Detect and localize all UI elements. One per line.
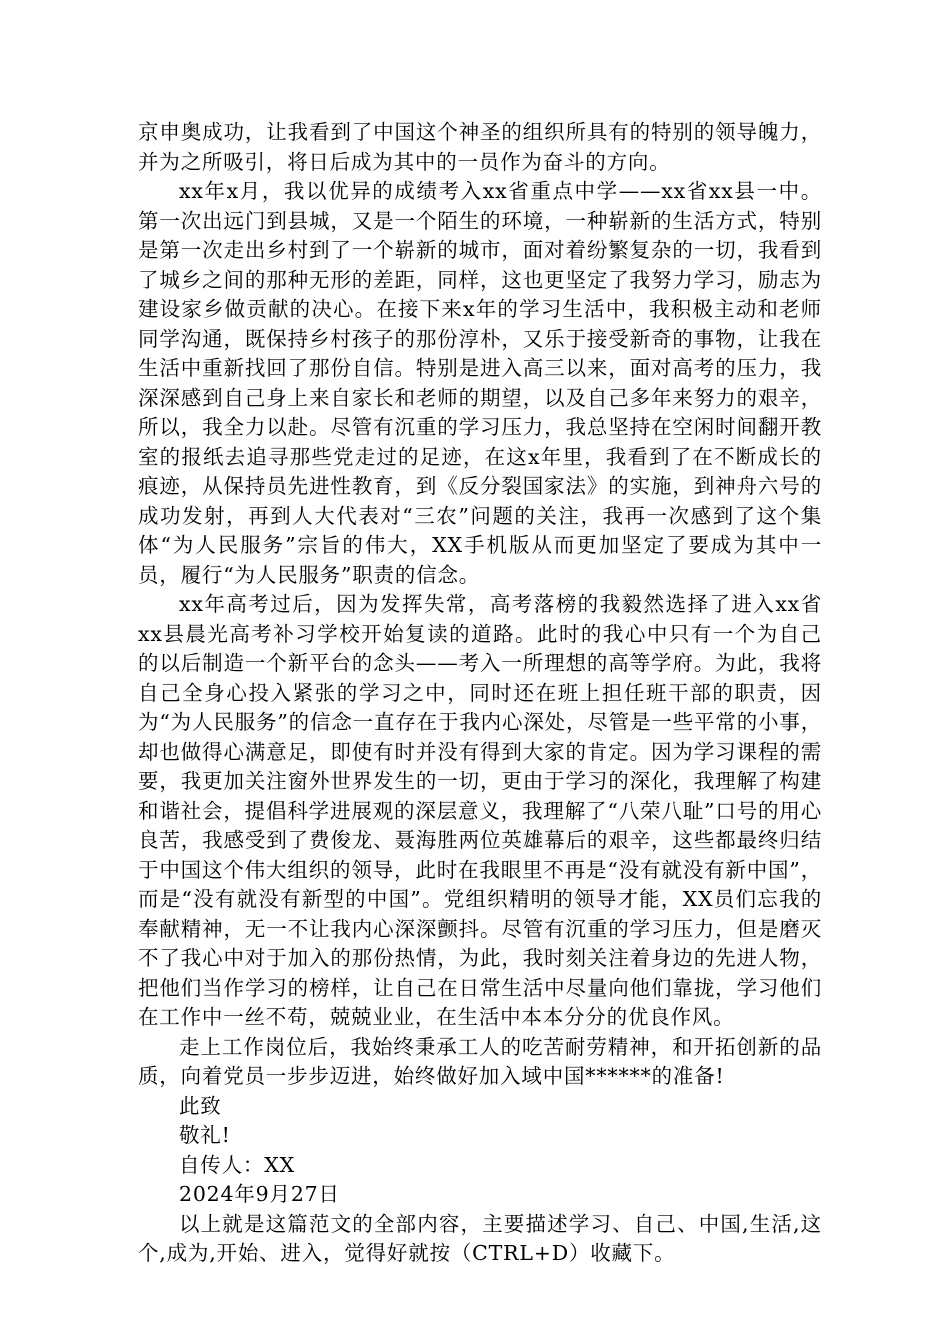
- footer-note: 以上就是这篇范文的全部内容，主要描述学习、自己、中国,生活,这个,成为,开始、进入，觉得好就按（CTRL+D）收藏下。: [138, 1211, 822, 1265]
- paragraph-4: 走上工作岗位后，我始终秉承工人的吃苦耐劳精神，和开拓创新的品质，向着党员一步步迈进，始终做好加入域中国******的准备!: [138, 1034, 822, 1088]
- closing-regards: 敬礼!: [179, 1123, 231, 1147]
- paragraph-2: xx年x月，我以优异的成绩考入xx省重点中学——xx省xx县一中。第一次出远门到县城，又是一个陌生的环境，一种崭新的生活方式，特别是第一次走出乡村到了一个崭新的城市，面对着纷繁复杂的一切，我看到了城乡之间的那种无形的差距，同样，这也更坚定了我努力学习，励志为建设家乡做贡献的决心。在接下来x年的学习生活中，我积极主动和老师同学沟通，既保持乡村孩子的那份淳朴，又乐于接受新奇的事物，让我在生活中重新找回了那份自信。特别是进入高三以来，面对高考的压力，我深深感到自己身上来自家长和老师的期望，以及自己多年来努力的艰辛，所以，我全力以赴。尽管有沉重的学习压力，我总坚持在空闲时间翻开教室的报纸去追寻那些党走过的足迹，在这x年里，我看到了在不断成长的痕迹，从保持员先进性教育，到《反分裂国家法》的实施，到神舟六号的成功发射，再到人大代表对“三农”问题的关注，我再一次感到了这个集体“为人民服务”宗旨的伟大，XX手机版从而更加坚定了要成为其中一员，履行“为人民服务”职责的信念。: [138, 179, 822, 587]
- closing-salutation: 此致: [179, 1093, 222, 1118]
- paragraph-3: xx年高考过后，因为发挥失常，高考落榜的我毅然选择了进入xx省xx县晨光高考补习学校开始复读的道路。此时的我心中只有一个为自己的以后制造一个新平台的念头——考入一所理想的高等学府。为此，我将自己全身心投入紧张的学习之中，同时还在班上担任班干部的职责，因为“为人民服务”的信念一直存在于我内心深处，尽管是一些平常的小事，却也做得心满意足，即使有时并没有得到大家的肯定。因为学习课程的需要，我更加关注窗外世界发生的一切，更由于学习的深化，我理解了构建和谐社会，提倡科学进展观的深层意义，我理解了“八荣八耻”口号的用心良苦，我感受到了费俊龙、聂海胜两位英雄幕后的艰辛，这些都最终归结于中国这个伟大组织的领导，此时在我眼里不再是“没有就没有新中国”，而是“没有就没有新型的中国”。党组织精明的领导才能，XX员们忘我的奉献精神，无一不让我内心深深颤抖。尽管有沉重的学习压力，但是磨灭不了我心中对于加入的那份热情，为此，我时刻关注着身边的先进人物，把他们当作学习的榜样，让自己在日常生活中尽量向他们靠拢，学习他们在工作中一丝不苟，兢兢业业，在生活中本本分分的优良作风。: [138, 592, 822, 1029]
- date-line: 2024年9月27日: [179, 1182, 340, 1206]
- author-line: 自传人：XX: [179, 1152, 295, 1177]
- paragraph-1: 京申奥成功，让我看到了中国这个神圣的组织所具有的特别的领导魄力，并为之所吸引，将日后成为其中的一员作为奋斗的方向。: [138, 120, 822, 174]
- document-page: [138, 118, 822, 1269]
